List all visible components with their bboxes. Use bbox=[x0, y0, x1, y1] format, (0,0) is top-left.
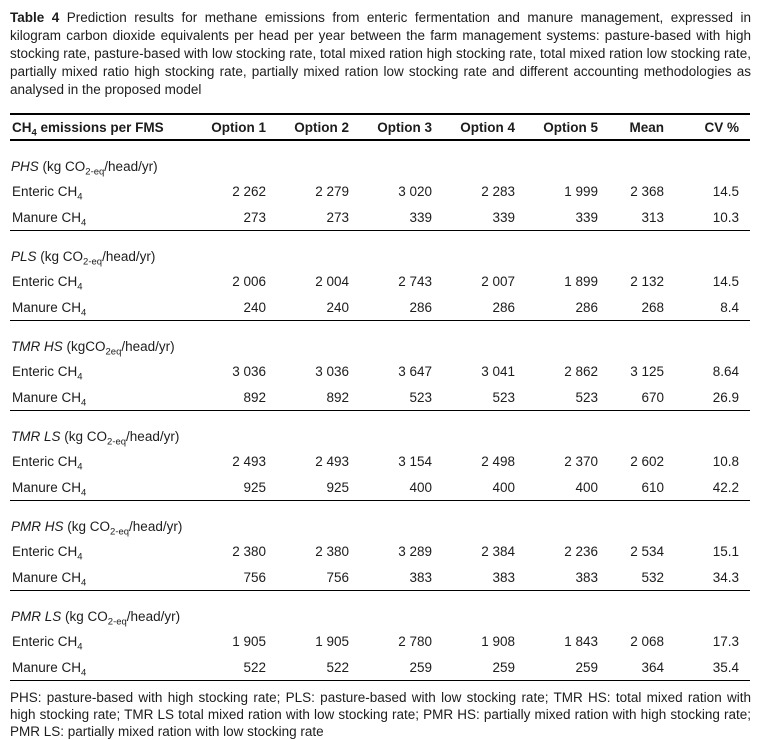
value-cell: 3 036 bbox=[315, 363, 349, 379]
value-cell: 240 bbox=[188, 294, 271, 321]
section-row-pls bbox=[10, 231, 750, 269]
column-header-option-2: Option 2 bbox=[271, 114, 354, 140]
section-name: TMR HS bbox=[11, 339, 63, 354]
value-cell: 892 bbox=[188, 384, 271, 411]
row-label: Enteric $CH_4$ bbox=[12, 183, 83, 203]
value-cell: 1 999 bbox=[564, 183, 598, 199]
value-cell: 26.9 bbox=[673, 384, 750, 411]
row-label: Enteric $CH_4$ bbox=[12, 633, 83, 653]
value-cell: 8.4 bbox=[673, 294, 750, 321]
value-cell: 3 041 bbox=[481, 363, 515, 379]
value-cell: 240 bbox=[271, 294, 354, 321]
value-cell: 400 bbox=[520, 474, 603, 501]
value-cell: 892 bbox=[271, 384, 354, 411]
table-row bbox=[10, 448, 750, 474]
value-cell: 523 bbox=[354, 384, 437, 411]
value-cell: 383 bbox=[437, 564, 520, 591]
row-label: Manure $CH_4$ bbox=[10, 294, 188, 321]
value-cell: 1 908 bbox=[481, 633, 515, 649]
value-cell: 2 743 bbox=[398, 273, 432, 289]
value-cell: 670 bbox=[603, 384, 673, 411]
value-cell: 8.64 bbox=[712, 363, 739, 379]
value-cell: 259 bbox=[520, 654, 603, 681]
table-row bbox=[10, 268, 750, 294]
table-row bbox=[10, 204, 750, 231]
section-row-pmr-ls bbox=[10, 591, 750, 629]
section-name: TMR LS bbox=[11, 429, 61, 444]
table-row bbox=[10, 538, 750, 564]
row-label: Enteric $CH_4$ bbox=[12, 273, 83, 293]
value-cell: 268 bbox=[603, 294, 673, 321]
value-cell: 383 bbox=[520, 564, 603, 591]
table-header bbox=[10, 114, 750, 140]
value-cell: 364 bbox=[603, 654, 673, 681]
value-cell: 532 bbox=[603, 564, 673, 591]
table-row bbox=[10, 474, 750, 501]
table-row bbox=[10, 294, 750, 321]
value-cell: 2 498 bbox=[481, 453, 515, 469]
value-cell: 273 bbox=[188, 204, 271, 231]
value-cell: 2 493 bbox=[315, 453, 349, 469]
value-cell: 1 905 bbox=[232, 633, 266, 649]
column-header-fms: $CH_4$ emissions per FMS bbox=[10, 114, 188, 140]
value-cell: 3 154 bbox=[398, 453, 432, 469]
section-label: PMR LS (kg $CO_{2-eq}/head/yr$) bbox=[11, 609, 181, 628]
column-header-option-1: Option 1 bbox=[188, 114, 271, 140]
value-cell: 2 370 bbox=[564, 453, 598, 469]
section-name: PMR LS bbox=[11, 609, 62, 624]
value-cell: 522 bbox=[188, 654, 271, 681]
value-cell: 400 bbox=[354, 474, 437, 501]
section-label: TMR HS (kgCO$_{2eq}$/head/yr) bbox=[11, 339, 175, 358]
section-name: PHS bbox=[11, 159, 39, 174]
value-cell: 2 262 bbox=[232, 183, 266, 199]
value-cell: 2 006 bbox=[232, 273, 266, 289]
value-cell: 35.4 bbox=[673, 654, 750, 681]
value-cell: 925 bbox=[271, 474, 354, 501]
value-cell: 2 380 bbox=[315, 543, 349, 559]
value-cell: 42.2 bbox=[673, 474, 750, 501]
column-header-option-4: Option 4 bbox=[437, 114, 520, 140]
value-cell: 1 905 bbox=[315, 633, 349, 649]
table-row bbox=[10, 564, 750, 591]
table-header-row bbox=[10, 114, 750, 140]
section-row-tmr-ls bbox=[10, 411, 750, 449]
value-cell: 3 036 bbox=[232, 363, 266, 379]
table-body bbox=[10, 140, 750, 681]
column-header-mean: Mean bbox=[603, 114, 673, 140]
value-cell: 259 bbox=[354, 654, 437, 681]
value-cell: 756 bbox=[188, 564, 271, 591]
value-cell: 522 bbox=[271, 654, 354, 681]
value-cell: 523 bbox=[520, 384, 603, 411]
table-caption-text: Prediction results for methane emissions from enteric fermentation and manure management, expressed in kilogram carbon dioxide equivalents per head per year between the farm management systems: pasture-based with high stocking rate, pasture-based with low stocking rate, total mixed ration high stocking rate, total mixed ration low stocking rate, partially mixed ratio high stocking rate, partially mixed ration low stocking rate and different accounting methodologies as analysed in the proposed model bbox=[10, 10, 751, 97]
value-cell: 286 bbox=[437, 294, 520, 321]
value-cell: 2 384 bbox=[481, 543, 515, 559]
value-cell: 286 bbox=[354, 294, 437, 321]
value-cell: 286 bbox=[520, 294, 603, 321]
value-cell: 2 780 bbox=[398, 633, 432, 649]
value-cell: 259 bbox=[437, 654, 520, 681]
row-label: Enteric $CH_4$ bbox=[12, 363, 83, 383]
value-cell: 34.3 bbox=[673, 564, 750, 591]
value-cell: 3 125 bbox=[630, 363, 664, 379]
row-label: Manure $CH_4$ bbox=[10, 474, 188, 501]
table-row bbox=[10, 628, 750, 654]
value-cell: 10.8 bbox=[712, 453, 739, 469]
section-label: TMR LS (kg $CO_{2-eq}/head/yr$) bbox=[11, 429, 180, 448]
row-label: Manure $CH_4$ bbox=[10, 384, 188, 411]
results-table bbox=[10, 113, 750, 681]
value-cell: 273 bbox=[271, 204, 354, 231]
section-label: PLS (kg $CO_{2-eq}/head/yr$) bbox=[11, 249, 156, 268]
row-label: Enteric $CH_4$ bbox=[12, 543, 83, 563]
value-cell: 339 bbox=[354, 204, 437, 231]
column-header-cv: CV % bbox=[673, 114, 750, 140]
value-cell: 2 368 bbox=[630, 183, 664, 199]
value-cell: 2 283 bbox=[481, 183, 515, 199]
table-caption bbox=[10, 9, 751, 99]
value-cell: 925 bbox=[188, 474, 271, 501]
column-header-option-5: Option 5 bbox=[520, 114, 603, 140]
value-cell: 339 bbox=[520, 204, 603, 231]
table-row bbox=[10, 358, 750, 384]
value-cell: 2 004 bbox=[315, 273, 349, 289]
section-row-pmr-hs bbox=[10, 501, 750, 539]
value-cell: 14.5 bbox=[712, 273, 739, 289]
table-row bbox=[10, 178, 750, 204]
value-cell: 400 bbox=[437, 474, 520, 501]
row-label: Manure $CH_4$ bbox=[10, 204, 188, 231]
row-label: Enteric $CH_4$ bbox=[12, 453, 83, 473]
value-cell: 2 493 bbox=[232, 453, 266, 469]
value-cell: 2 236 bbox=[564, 543, 598, 559]
value-cell: 1 843 bbox=[564, 633, 598, 649]
value-cell: 2 007 bbox=[481, 273, 515, 289]
section-row-tmr-hs bbox=[10, 321, 750, 359]
section-label: PHS (kg $CO_{2-eq}/head/yr$) bbox=[11, 159, 158, 178]
value-cell: 339 bbox=[437, 204, 520, 231]
section-name: PMR HS bbox=[11, 519, 64, 534]
value-cell: 10.3 bbox=[673, 204, 750, 231]
value-cell: 523 bbox=[437, 384, 520, 411]
value-cell: 2 068 bbox=[630, 633, 664, 649]
value-cell: 17.3 bbox=[712, 633, 739, 649]
table-caption-label: Table 4 bbox=[10, 10, 60, 25]
value-cell: 3 647 bbox=[398, 363, 432, 379]
value-cell: 3 020 bbox=[398, 183, 432, 199]
row-label: Manure $CH_4$ bbox=[10, 654, 188, 681]
column-header-option-3: Option 3 bbox=[354, 114, 437, 140]
value-cell: 2 862 bbox=[564, 363, 598, 379]
section-name: PLS bbox=[11, 249, 37, 264]
value-cell: 2 132 bbox=[630, 273, 664, 289]
value-cell: 3 289 bbox=[398, 543, 432, 559]
value-cell: 383 bbox=[354, 564, 437, 591]
value-cell: 2 380 bbox=[232, 543, 266, 559]
value-cell: 2 279 bbox=[315, 183, 349, 199]
value-cell: 756 bbox=[271, 564, 354, 591]
value-cell: 2 534 bbox=[630, 543, 664, 559]
value-cell: 1 899 bbox=[564, 273, 598, 289]
value-cell: 313 bbox=[603, 204, 673, 231]
value-cell: 2 602 bbox=[630, 453, 664, 469]
section-row-phs bbox=[10, 140, 750, 178]
value-cell: 15.1 bbox=[712, 543, 739, 559]
table-footnote: PHS: pasture-based with high stocking rate; PLS: pasture-based with low stocking rate; TMR HS: total mixed ration with high stocking rate; TMR LS total mixed ration with low stocking rate; PMR HS: partially mixed ration with high stocking rate; PMR LS: partially mixed ration with low stocking rate bbox=[10, 690, 751, 739]
value-cell: 14.5 bbox=[712, 183, 739, 199]
row-label: Manure $CH_4$ bbox=[10, 564, 188, 591]
value-cell: 610 bbox=[603, 474, 673, 501]
section-label: PMR HS (kg $CO_{2-eq}/head/yr$) bbox=[11, 519, 183, 538]
table-row bbox=[10, 384, 750, 411]
